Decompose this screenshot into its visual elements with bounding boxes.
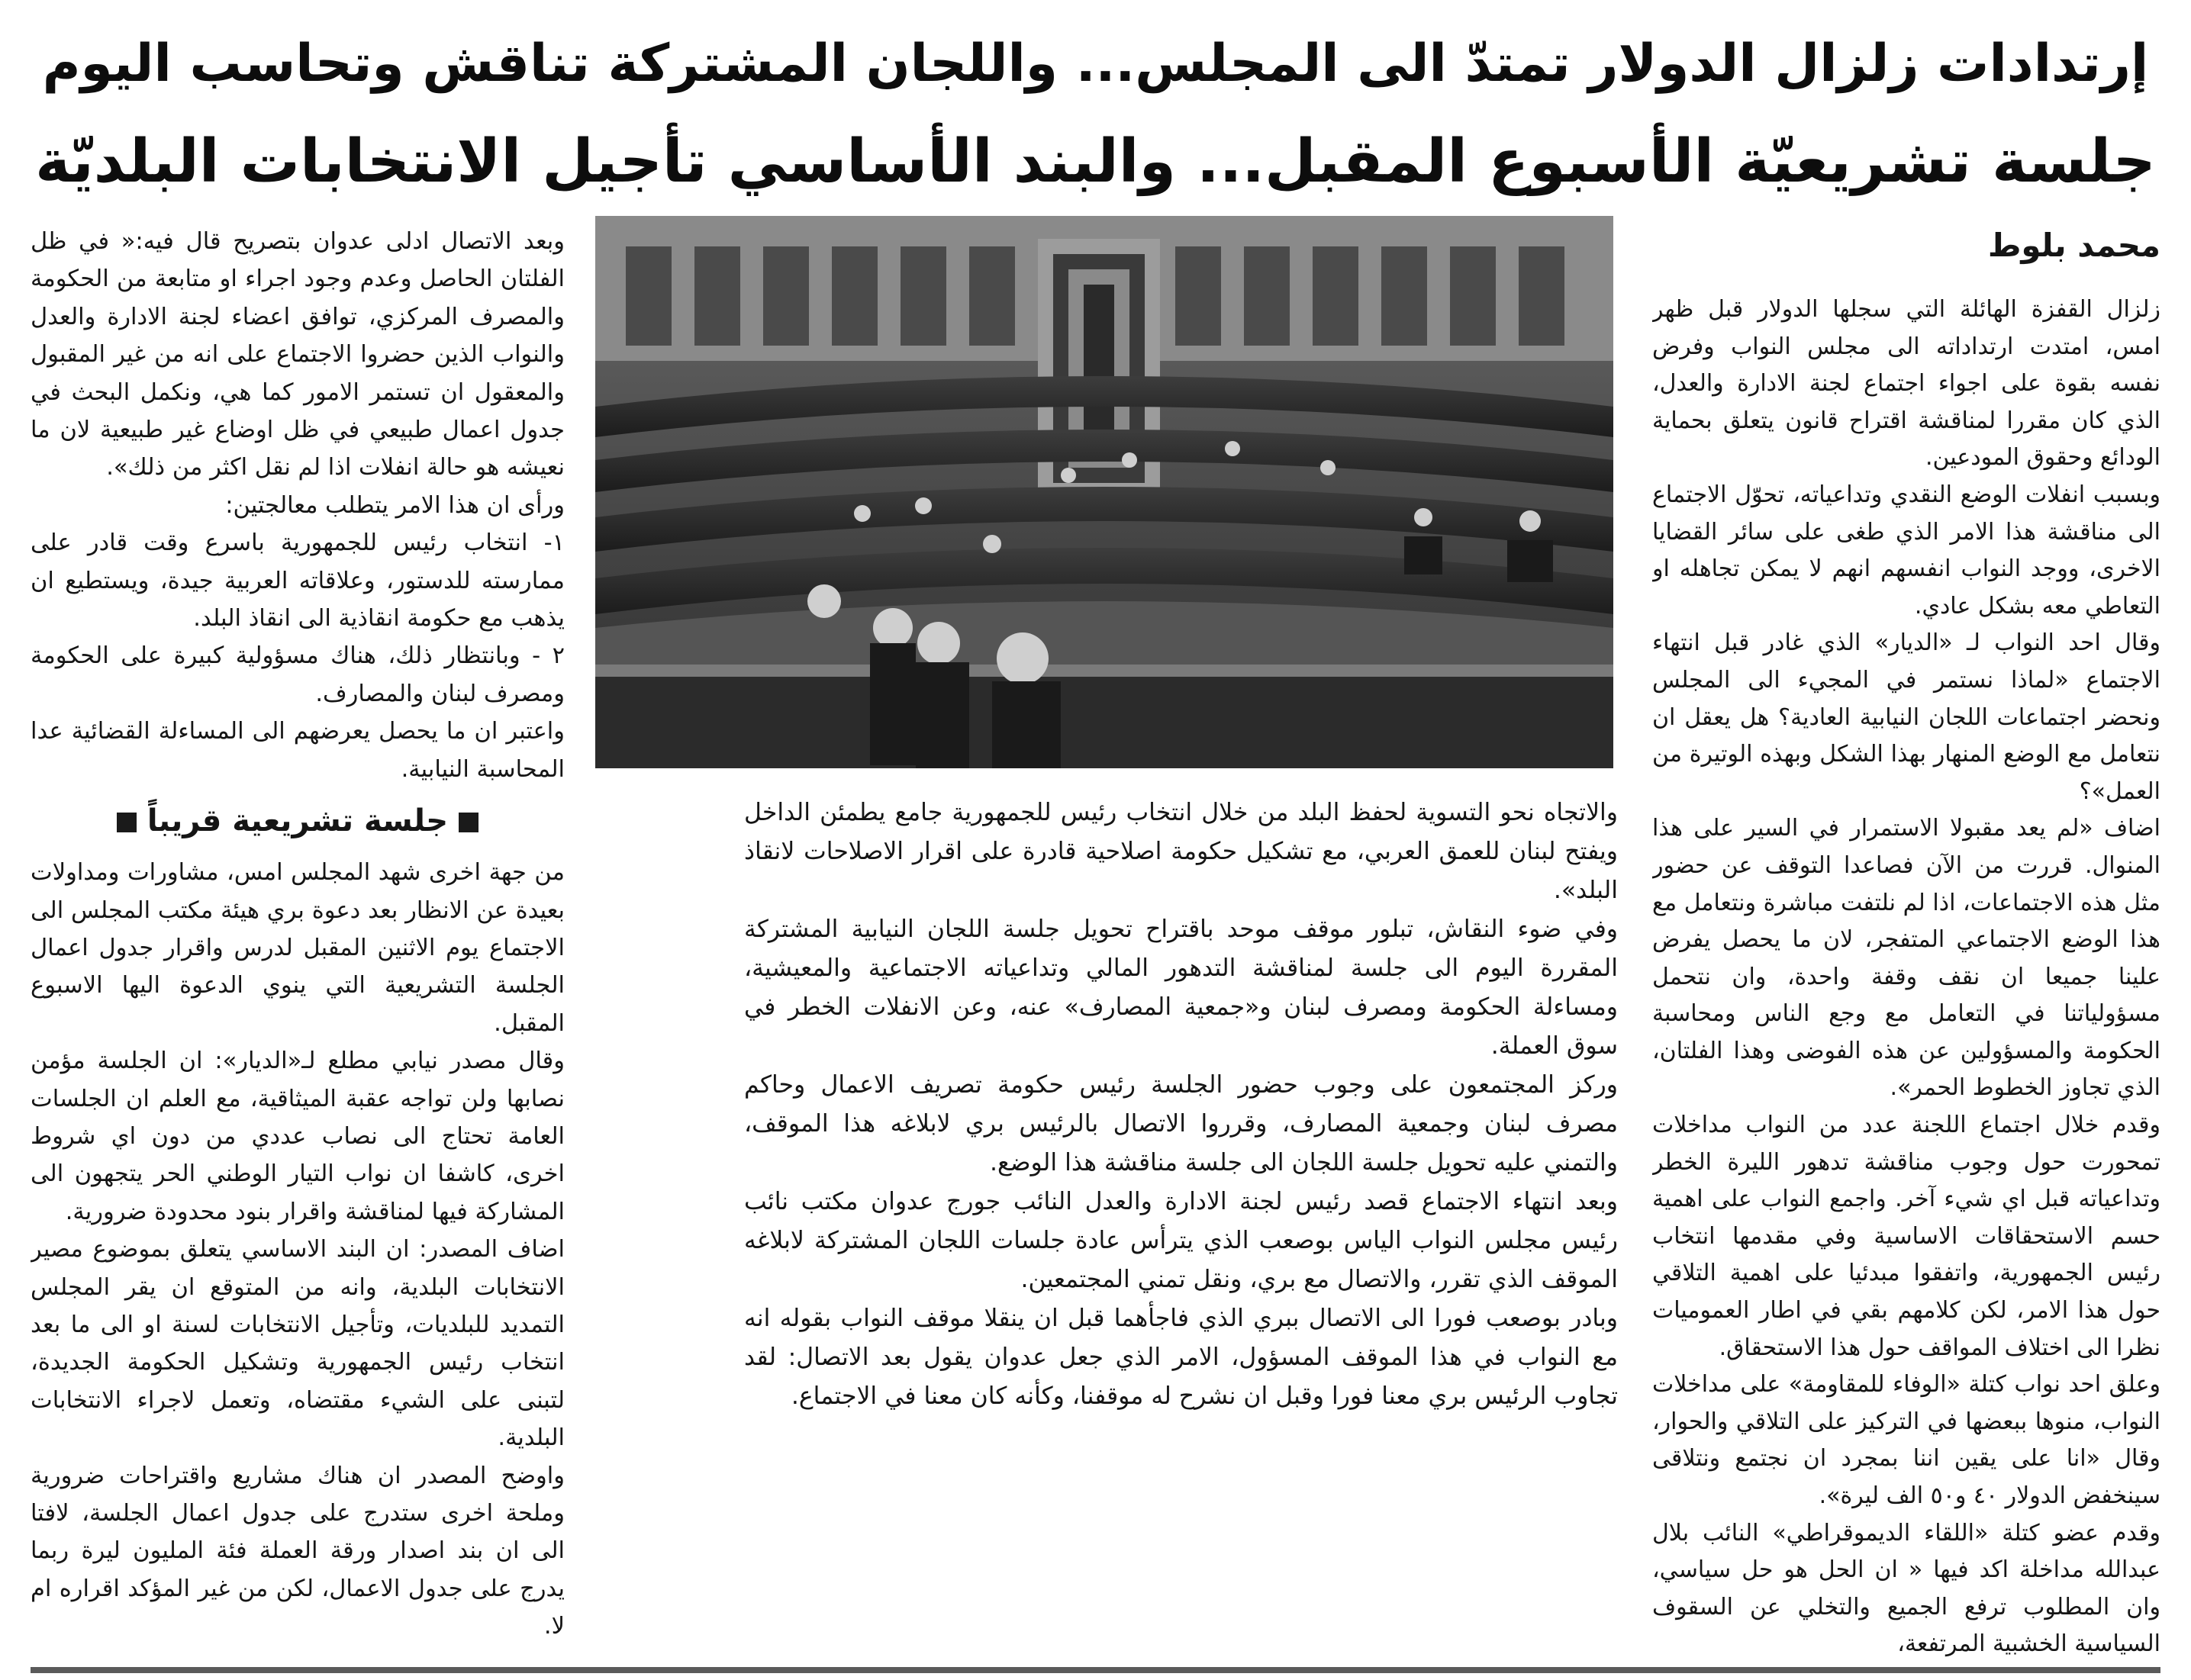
paragraph: والاتجاه نحو التسوية لحفظ البلد من خلال انتخاب رئيس للجمهورية جامع يطمئن الداخل ويفتح لبنان للعمق العربي، مع تشكيل حكومة اصلاحية قادرة على اقرار الاصلاحات لانقاذ البلد». <box>744 799 1618 904</box>
paragraph: وبسبب انفلات الوضع النقدي وتداعياته، تحوّل الاجتماع الى مناقشة هذا الامر الذي طغى على سائر القضايا الاخرى، ووجد النواب انفسهم انهم لا يمكن تجاهله او التعاطي معه بشكل عادي. <box>1652 481 2160 620</box>
paragraph: ٢ - وبانتظار ذلك، هناك مسؤولية كبيرة على الحكومة ومصرف لبنان والمصارف. <box>31 642 565 707</box>
headline-line-1: إرتدادات زلزال الدولار تمتدّ الى المجلس... واللجان المشتركة تناقش وتحاسب اليوم <box>42 34 2149 94</box>
paragraph: وعلق احد نواب كتلة «الوفاء للمقاومة» على مداخلات النواب، منوها ببعضها في التركيز على التلاقي والحوار، وقال «انا على يقين اننا بمجرد ان نجتمع ونتلاقى سينخفض الدولار ٤٠ و٥٠ الف ليرة». <box>1652 1371 2160 1509</box>
paragraph: ورأى ان هذا الامر يتطلب معالجتين: <box>225 491 565 519</box>
paragraph: اضاف «لم يعد مقبولا الاستمرار في السير على هذا المنوال. قررت من الآن فصاعدا التوقف عن حضور مثل هذه الاجتماعات، اذا لم نلتفت مباشرة ونتعامل مع هذا الوضع الاجتماعي المتفجر، لان ما يحصل يفرض علينا جميعا ان نقف وقفة واحدة، وان نتحمل مسؤولياتنا في التعامل مع وجع الناس ومحاسبة الحكومة والمسؤولين عن هذه الفوضى وهذا الفلتان، الذي تجاوز الخطوط الحمر». <box>1652 815 2160 1102</box>
paragraph: وبادر بوصعب فورا الى الاتصال ببري الذي فاجأهما قبل ان ينقلا موقف النواب بقوله انه مع النواب في هذا الموقف المسؤول، الامر الذي جعل عدوان يقول بعد الاتصال: لقد تجاوب الرئيس بري معنا فورا وقبل ان نشرح له موقفنا، وكأنه كان معنا في الاجتماع. <box>744 1305 1618 1410</box>
paragraph: وفي ضوء النقاش، تبلور موقف موحد باقتراح تحويل جلسة اللجان النيابية المشتركة المقررة اليوم الى جلسة لمناقشة التدهور المالي وتداعياته الاجتماعية والمعيشية، ومساءلة الحكومة ومصرف لبنان و«جمعية المصارف» عنه، وعن الانفلات الخطر في سوق العملة. <box>744 916 1618 1060</box>
paragraph: واوضح المصدر ان هناك مشاريع واقتراحات ضرورية وملحة اخرى ستدرج على جدول اعمال الجلسة، لافتا الى ان بند اصدار ورقة العملة فئة المليون ليرة ربما يدرج على جدول الاعمال، لكن من غير المؤكد اقراره ام لا. <box>31 1462 565 1640</box>
square-bullet-icon <box>459 813 478 832</box>
subhead <box>31 796 565 846</box>
paragraph: وقدم خلال اجتماع اللجنة عدد من النواب مداخلات تمحورت حول وجوب مناقشة تدهور الليرة الخطر وتداعياته قبل اي شيء آخر. واجمع النواب على اهمية حسم الاستحقاقات الاساسية وفي مقدمها انتخاب رئيس الجمهورية، واتفقوا مبدئيا على اهمية التلاقي حول هذا الامر، لكن كلامهم بقي في اطار العموميات نظرا الى اختلاف المواقف حول هذا الاستحقاق. <box>1652 1112 2160 1361</box>
article-column-middle <box>744 793 1618 1648</box>
paragraph: وبعد الاتصال ادلى عدوان بتصريح قال فيه:« في ظل الفلتان الحاصل وعدم وجود اجراء او متابعة من الحكومة والمصرف المركزي، توافق اعضاء لجنة الادارة والعدل والنواب الذين حضروا الاجتماع على انه من غير المقبول والمعقول ان تستمر الامور كما هي، ونكمل البحث في جدول اعمال طبيعي في ظل اوضاع غير طبيعية لان ما نعيشه هو حالة انفلات اذا لم نقل اكثر من ذلك». <box>31 228 565 481</box>
bottom-rule <box>31 1667 2160 1673</box>
subhead-text: جلسة تشريعية قريباً <box>147 803 449 839</box>
paragraph: واعتبر ان ما يحصل يعرضهم الى المساءلة القضائية عدا المحاسبة النيابية. <box>31 718 565 783</box>
paragraph: وقدم عضو كتلة «اللقاء الديموقراطي» النائب بلال عبدالله مداخلة اكد فيها « ان الحل هو حل سياسي، وان المطلوب ترفع الجميع والتخلي عن السقوف السياسية الخشبية المرتفعة، <box>1652 1519 2160 1658</box>
article-column-right <box>1652 223 2160 1665</box>
paragraph: وركز المجتمعون على وجوب حضور الجلسة رئيس حكومة تصريف الاعمال وحاكم مصرف لبنان وجمعية المصارف، وقرروا الاتصال بالرئيس بري لابلاغه هذا الموقف، والتمني عليه تحويل جلسة اللجان الى جلسة مناقشة هذا الوضع. <box>744 1071 1618 1176</box>
paragraph: وقال احد النواب لـ «الديار» الذي غادر قبل انتهاء الاجتماع «لماذا نستمر في المجيء الى المجلس ونحضر اجتماعات اللجان النيابية العادية؟ هل يعقل ان نتعامل مع الوضع المنهار بهذا الشكل وبهذه الوتيرة من العمل»؟ <box>1652 629 2160 805</box>
parliament-photo <box>595 216 1613 768</box>
article-column-left <box>31 223 565 1665</box>
paragraph: وبعد انتهاء الاجتماع قصد رئيس لجنة الادارة والعدل النائب جورج عدوان مكتب نائب رئيس مجلس النواب الياس بوصعب الذي يترأس عادة جلسات اللجان المشتركة لابلاغه الموقف الذي تقرر، والاتصال مع بري، ونقل تمني المجتمعين. <box>744 1188 1618 1293</box>
paragraph: وقال مصدر نيابي مطلع لـ«الديار»: ان الجلسة مؤمن نصابها ولن تواجه عقبة الميثاقية، مع العلم ان الجلسات العامة تحتاج الى نصاب عددي من دون اي شروط اخرى، كاشفا ان نواب التيار الوطني الحر يتجهون الى المشاركة فيها لمناقشة واقرار بنود محدودة ضرورية. <box>31 1048 565 1225</box>
paragraph: زلزال القفزة الهائلة التي سجلها الدولار قبل ظهر امس، امتدت ارتداداته الى مجلس النواب وفرض نفسه بقوة على اجواء اجتماع لجنة الادارة والعدل، الذي كان مقررا لمناقشة اقتراح قانون يتعلق بحماية الودائع وحقوق المودعين. <box>1652 296 2160 471</box>
byline: محمد بلوط <box>1987 227 2160 264</box>
headline <box>31 15 2160 221</box>
paragraph: من جهة اخرى شهد المجلس امس، مشاورات ومداولات بعيدة عن الانظار بعد دعوة بري هيئة مكتب المجلس الى الاجتماع يوم الاثنين المقبل لدرس واقرار جدول اعمال الجلسة التشريعية التي ينوي الدعوة اليها الاسبوع المقبل. <box>31 859 565 1037</box>
paragraph: اضاف المصدر: ان البند الاساسي يتعلق بموضوع مصير الانتخابات البلدية، وانه من المتوقع ان يقر المجلس التمديد للبلديات، وتأجيل الانتخابات لسنة او الى ما بعد انتخاب رئيس الجمهورية وتشكيل الحكومة الجديدة، لتبنى على الشيء مقتضاه، وتعمل لاجراء الانتخابات البلدية. <box>31 1236 565 1452</box>
paragraph: ١- انتخاب رئيس للجمهورية باسرع وقت قادر على ممارسته للدستور، وعلاقاته العربية جيدة، ويستطيع ان يذهب مع حكومة انقاذية الى انقاذ البلد. <box>31 529 565 632</box>
headline-line-2: جلسة تشريعيّة الأسبوع المقبل... والبند الأساسي تأجيل الانتخابات البلديّة <box>35 127 2156 196</box>
square-bullet-icon <box>117 813 137 832</box>
